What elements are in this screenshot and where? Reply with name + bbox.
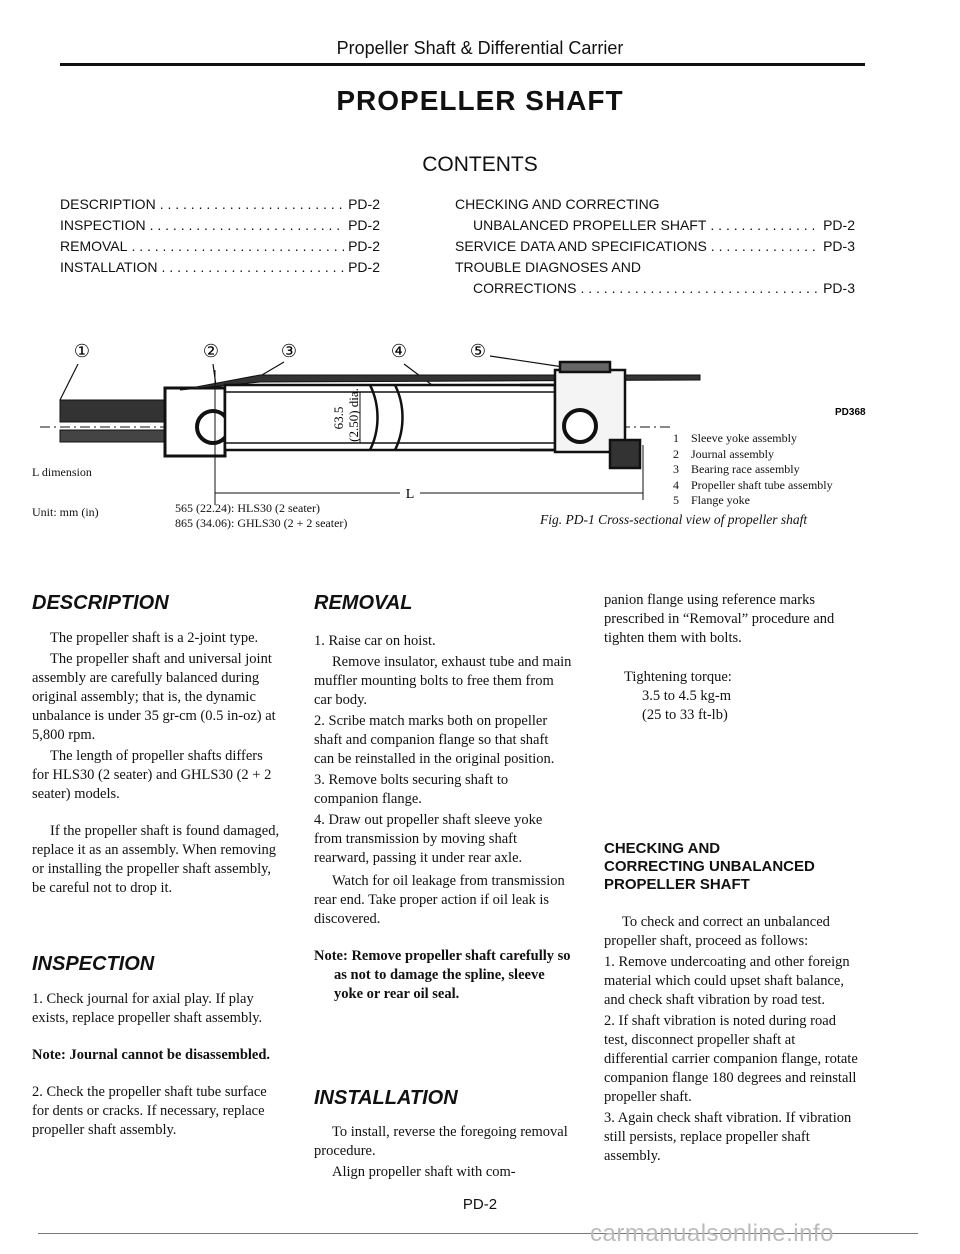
legend-item: 3 Bearing race assembly [673,462,800,476]
callout-2: ② [202,341,220,361]
legend-item: 5 Flange yoke [673,493,750,507]
toc-row[interactable] [455,278,855,299]
toc-page: PD-2 [348,238,380,254]
figure-code: PD368 [835,407,866,418]
watermark[interactable]: carmanualsonline.info [590,1220,834,1247]
toc-label: SERVICE DATA AND SPECIFICATIONS [455,238,707,254]
toc-row[interactable] [60,194,380,215]
callout-5: ⑤ [469,341,487,361]
contents-heading: CONTENTS [422,153,538,176]
description-heading: DESCRIPTION [32,592,169,614]
dim-vertical-1: 63.5 [331,406,346,430]
toc-label: INSTALLATION [60,259,158,275]
header-rule [60,63,865,66]
toc-page: PD-2 [823,217,855,233]
page-number: PD-2 [462,1196,498,1213]
toc-row[interactable] [60,236,380,257]
inspection-heading: INSPECTION [32,953,155,975]
running-header: Propeller Shaft & Differential Carrier [336,38,624,58]
checking-heading: CHECKING AND CORRECTING UNBALANCED PROPELLER SHAFT [604,840,815,893]
removal-note: Note: Remove propeller shaft carefully so as not to damage the spline, sleeve yoke or rear oil seal. [314,948,571,1002]
inspection-body: 1. Check journal for axial play. If play exists, replace propeller shaft assembly. Note: Journal cannot be disassembled. 2. Check the propeller shaft tube surface for dents or cracks. If necessary, replace propeller shaft assembly. [32,990,282,1142]
page-title: PROPELLER SHAFT [336,85,624,116]
figure-legend [673,431,833,509]
toc-label: UNBALANCED PROPELLER SHAFT [473,217,707,233]
callout-4: ④ [390,341,408,361]
toc-label: REMOVAL [60,238,128,254]
removal-heading: REMOVAL [314,592,413,614]
toc-page: PD-2 [348,259,380,275]
legend-item: 4 Propeller shaft tube assembly [673,477,833,492]
toc-row[interactable] [60,215,380,236]
checking-body: To check and correct an unbalanced propeller shaft, proceed as follows: 1. Remove undercoating and other foreign material which could upset shaft balance, and check shaft vibration by road test. 2. If shaft vibration is noted during road test, disconnect propeller shaft at differential carrier companion flange, rotate companion flange 180 degrees and reinstall propeller shaft. 3. Again check shaft vibration. If vibration still persists, replace propeller shaft assembly. [604,914,858,1164]
dim-vertical-2: (2.50) dia. [346,388,361,442]
toc-label: CORRECTIONS [473,280,577,296]
toc-left [60,194,380,278]
figure-caption: Fig. PD-1 Cross-sectional view of propeller shaft [540,512,808,527]
toc-label: TROUBLE DIAGNOSES AND [455,259,641,275]
toc-page: PD-3 [823,280,855,296]
toc-label: DESCRIPTION [60,196,156,212]
l-dimension-label: L dimension [32,465,92,479]
description-body: The propeller shaft is a 2-joint type. The propeller shaft and universal joint assembly are carefully balanced during original assembly; that is, the dynamic unbalance is under 35 gr-cm (0.5 in-oz) at 5,800 rpm. The length of propeller shafts differs for HLS30 (2 seater) and GHLS30 (2 + 2 seater) models. If the propeller shaft is found damaged, replace it as an assembly. When removing or installing the propeller shaft assembly, be careful not to drop it. [32,630,280,896]
toc-row[interactable] [455,215,855,236]
installation-heading: INSTALLATION [314,1087,458,1109]
toc-label: INSPECTION [60,217,146,233]
callout-1: ① [73,341,91,361]
unit-label: Unit: mm (in) [32,505,99,519]
toc-row[interactable] [60,257,380,278]
toc-page: PD-3 [823,238,855,254]
legend-item: 1 Sleeve yoke assembly [673,431,797,445]
toc-right [455,194,855,299]
callout-3: ③ [280,341,298,361]
toc-label: CHECKING AND CORRECTING [455,196,660,212]
removal-body: 1. Raise car on hoist. Remove insulator, exhaust tube and main muffler mounting bolts to free them from car body. 2. Scribe match marks both on propeller shaft and companion flange so that shaft can be reinstalled in the original position. 3. Remove bolts securing shaft to companion flange. 4. Draw out propeller shaft sleeve yoke from transmission by moving shaft rearward, passing it under rear axle. Watch for oil leakage from transmission rear end. Take proper action if oil leak is discovered. Note: Remove propeller shaft carefully so as not to damage the spline, sleeve yoke or rear oil seal. [314,633,572,1002]
toc-row[interactable] [455,236,855,257]
installation-body-cont: panion flange using reference marks prescribed in “Removal” procedure and tighten them with bolts. Tightening torque: 3.5 to 4.5 kg-m (25 to 33 ft-lb) [604,591,859,725]
inspection-note: Note: Journal cannot be disassembled. [32,1047,271,1063]
dim-L: L [405,487,415,502]
installation-body: To install, reverse the foregoing removal procedure. Align propeller shaft with com- [314,1124,568,1180]
toc-page: PD-2 [348,196,380,212]
legend-item: 2 Journal assembly [673,446,774,461]
l-table: 565 (22.24): HLS30 (2 seater) 865 (34.06): GHLS30 (2 + 2 seater) [175,501,348,530]
toc-page: PD-2 [348,217,380,233]
torque-spec: Tightening torque: 3.5 to 4.5 kg-m (25 to 33 ft-lb) [624,669,732,723]
